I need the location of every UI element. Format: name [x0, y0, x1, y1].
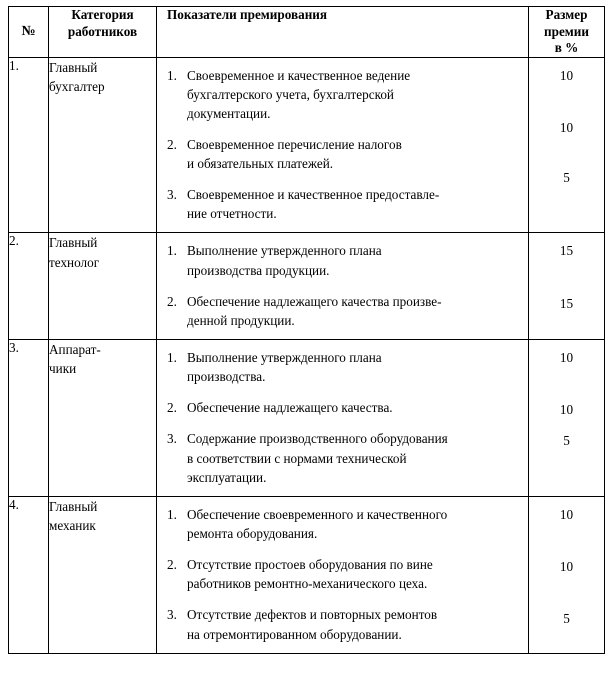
- row-indicators: [157, 340, 529, 497]
- table-row: [9, 57, 605, 233]
- indicator-line: Выполнение утвержденного плана: [187, 350, 382, 366]
- header-percent-line2: премии: [544, 23, 589, 39]
- indicator-marker: 1.: [167, 67, 177, 83]
- indicator-line: в соответствии с нормами технической: [187, 450, 407, 466]
- row-category-line2: чики: [49, 361, 77, 377]
- indicator-text: [187, 292, 528, 330]
- row-number: 4.: [9, 496, 49, 653]
- indicator-item: [157, 233, 528, 279]
- indicator-list: [157, 58, 528, 233]
- row-category: [49, 340, 157, 497]
- indicator-item: [157, 340, 528, 386]
- table-header-row: [9, 7, 605, 58]
- header-category: [49, 7, 157, 58]
- indicator-marker: 2.: [167, 136, 177, 152]
- indicator-line: Обеспечение надлежащего качества произве-: [187, 293, 442, 309]
- indicator-line: ремонта оборудования.: [187, 526, 318, 542]
- row-category: [49, 496, 157, 653]
- percent-value: 10: [559, 119, 574, 135]
- indicator-line: Отсутствие дефектов и повторных ремонтов: [187, 607, 438, 623]
- indicator-text: [187, 348, 528, 386]
- indicator-line: и обязательных платежей.: [187, 156, 334, 172]
- row-category: [49, 233, 157, 340]
- row-category-line1: Главный: [49, 235, 98, 251]
- indicator-line: эксплуатации.: [187, 469, 267, 485]
- row-indicators: [157, 57, 529, 233]
- header-percent-line3: в %: [554, 40, 579, 55]
- header-percent: [529, 7, 605, 58]
- indicator-text: [187, 241, 528, 279]
- row-category-line1: Главный: [49, 59, 98, 75]
- indicator-item: [157, 543, 528, 593]
- indicator-text: [187, 398, 528, 417]
- percent-list: [529, 233, 604, 312]
- indicator-item: [157, 417, 528, 495]
- indicator-item: [157, 497, 528, 543]
- indicator-marker: 1.: [167, 243, 177, 259]
- indicator-line: Обеспечение надлежащего качества.: [187, 400, 393, 416]
- indicator-marker: 2.: [167, 293, 177, 309]
- percent-list: [529, 340, 604, 450]
- percent-value: 15: [559, 295, 574, 311]
- row-category-line2: бухгалтер: [49, 78, 105, 94]
- row-percents: [529, 233, 605, 340]
- indicator-marker: 2.: [167, 400, 177, 416]
- indicator-line: Своевременное перечисление налогов: [187, 136, 402, 152]
- percent-list: [529, 497, 604, 628]
- indicator-line: Содержание производственного оборудования: [187, 431, 448, 447]
- indicator-item: [157, 386, 528, 417]
- row-number: 2.: [9, 233, 49, 340]
- indicator-list: [157, 497, 528, 653]
- row-category-line1: Аппарат-: [49, 342, 101, 358]
- indicator-item: [157, 58, 528, 123]
- percent-value: 5: [563, 169, 570, 185]
- indicator-text: [187, 185, 528, 223]
- row-indicators: [157, 233, 529, 340]
- header-percent-line1: Размер: [545, 7, 588, 22]
- indicator-line: работников ремонтно-механического цеха.: [187, 576, 428, 592]
- indicator-line: производства продукции.: [187, 262, 330, 278]
- row-indicators: [157, 496, 529, 653]
- row-percents: [529, 57, 605, 233]
- percent-value: 10: [559, 506, 574, 522]
- indicator-item: [157, 123, 528, 173]
- indicator-marker: 3.: [167, 187, 177, 203]
- header-category-line1: Категория: [71, 7, 134, 22]
- table-header: [9, 7, 605, 58]
- header-number: №: [9, 7, 49, 58]
- row-percents: [529, 496, 605, 653]
- percent-list: [529, 58, 604, 187]
- indicator-line: Выполнение утвержденного плана: [187, 243, 382, 259]
- row-percents: [529, 340, 605, 497]
- table-row: [9, 233, 605, 340]
- indicator-item: [157, 593, 528, 652]
- indicator-line: производства.: [187, 369, 266, 385]
- indicator-line: документации.: [187, 105, 271, 121]
- row-category-line2: технолог: [49, 254, 100, 270]
- indicator-line: Обеспечение своевременного и качественного: [187, 506, 448, 522]
- indicator-marker: 3.: [167, 607, 177, 623]
- percent-value: 10: [559, 402, 574, 418]
- indicator-text: [187, 66, 528, 123]
- row-category-line1: Главный: [49, 498, 98, 514]
- indicator-text: [187, 555, 528, 593]
- indicator-line: бухгалтерского учета, бухгалтерской: [187, 86, 394, 102]
- percent-value: 5: [563, 433, 570, 449]
- indicator-list: [157, 340, 528, 496]
- indicator-line: Своевременное и качественное ведение: [187, 67, 411, 83]
- row-category: [49, 57, 157, 233]
- table-row: [9, 340, 605, 497]
- indicator-marker: 1.: [167, 506, 177, 522]
- indicator-item: [157, 280, 528, 339]
- indicator-item: [157, 173, 528, 232]
- row-number: 1.: [9, 57, 49, 233]
- indicator-text: [187, 505, 528, 543]
- indicator-line: Своевременное и качественное предоставле-: [187, 187, 440, 203]
- indicator-text: [187, 135, 528, 173]
- percent-value: 5: [563, 611, 570, 627]
- indicator-text: [187, 605, 528, 643]
- percent-value: 10: [559, 559, 574, 575]
- percent-value: 15: [559, 243, 574, 259]
- bonus-indicators-table: [8, 6, 605, 654]
- indicator-marker: 3.: [167, 431, 177, 447]
- indicator-line: Отсутствие простоев оборудования по вине: [187, 557, 433, 573]
- percent-value: 10: [559, 350, 574, 366]
- indicator-line: на отремонтированном оборудовании.: [187, 626, 402, 642]
- row-number: 3.: [9, 340, 49, 497]
- indicator-marker: 2.: [167, 557, 177, 573]
- indicator-marker: 1.: [167, 350, 177, 366]
- row-category-line2: механик: [49, 518, 96, 534]
- table-body: [9, 57, 605, 653]
- indicator-line: ние отчетности.: [187, 206, 277, 222]
- header-category-line2: работников: [67, 23, 138, 39]
- indicator-list: [157, 233, 528, 339]
- indicator-line: денной продукции.: [187, 312, 295, 328]
- table-row: [9, 496, 605, 653]
- percent-value: 10: [559, 67, 574, 83]
- indicator-text: [187, 429, 528, 486]
- header-indicators: Показатели премирования: [157, 7, 529, 58]
